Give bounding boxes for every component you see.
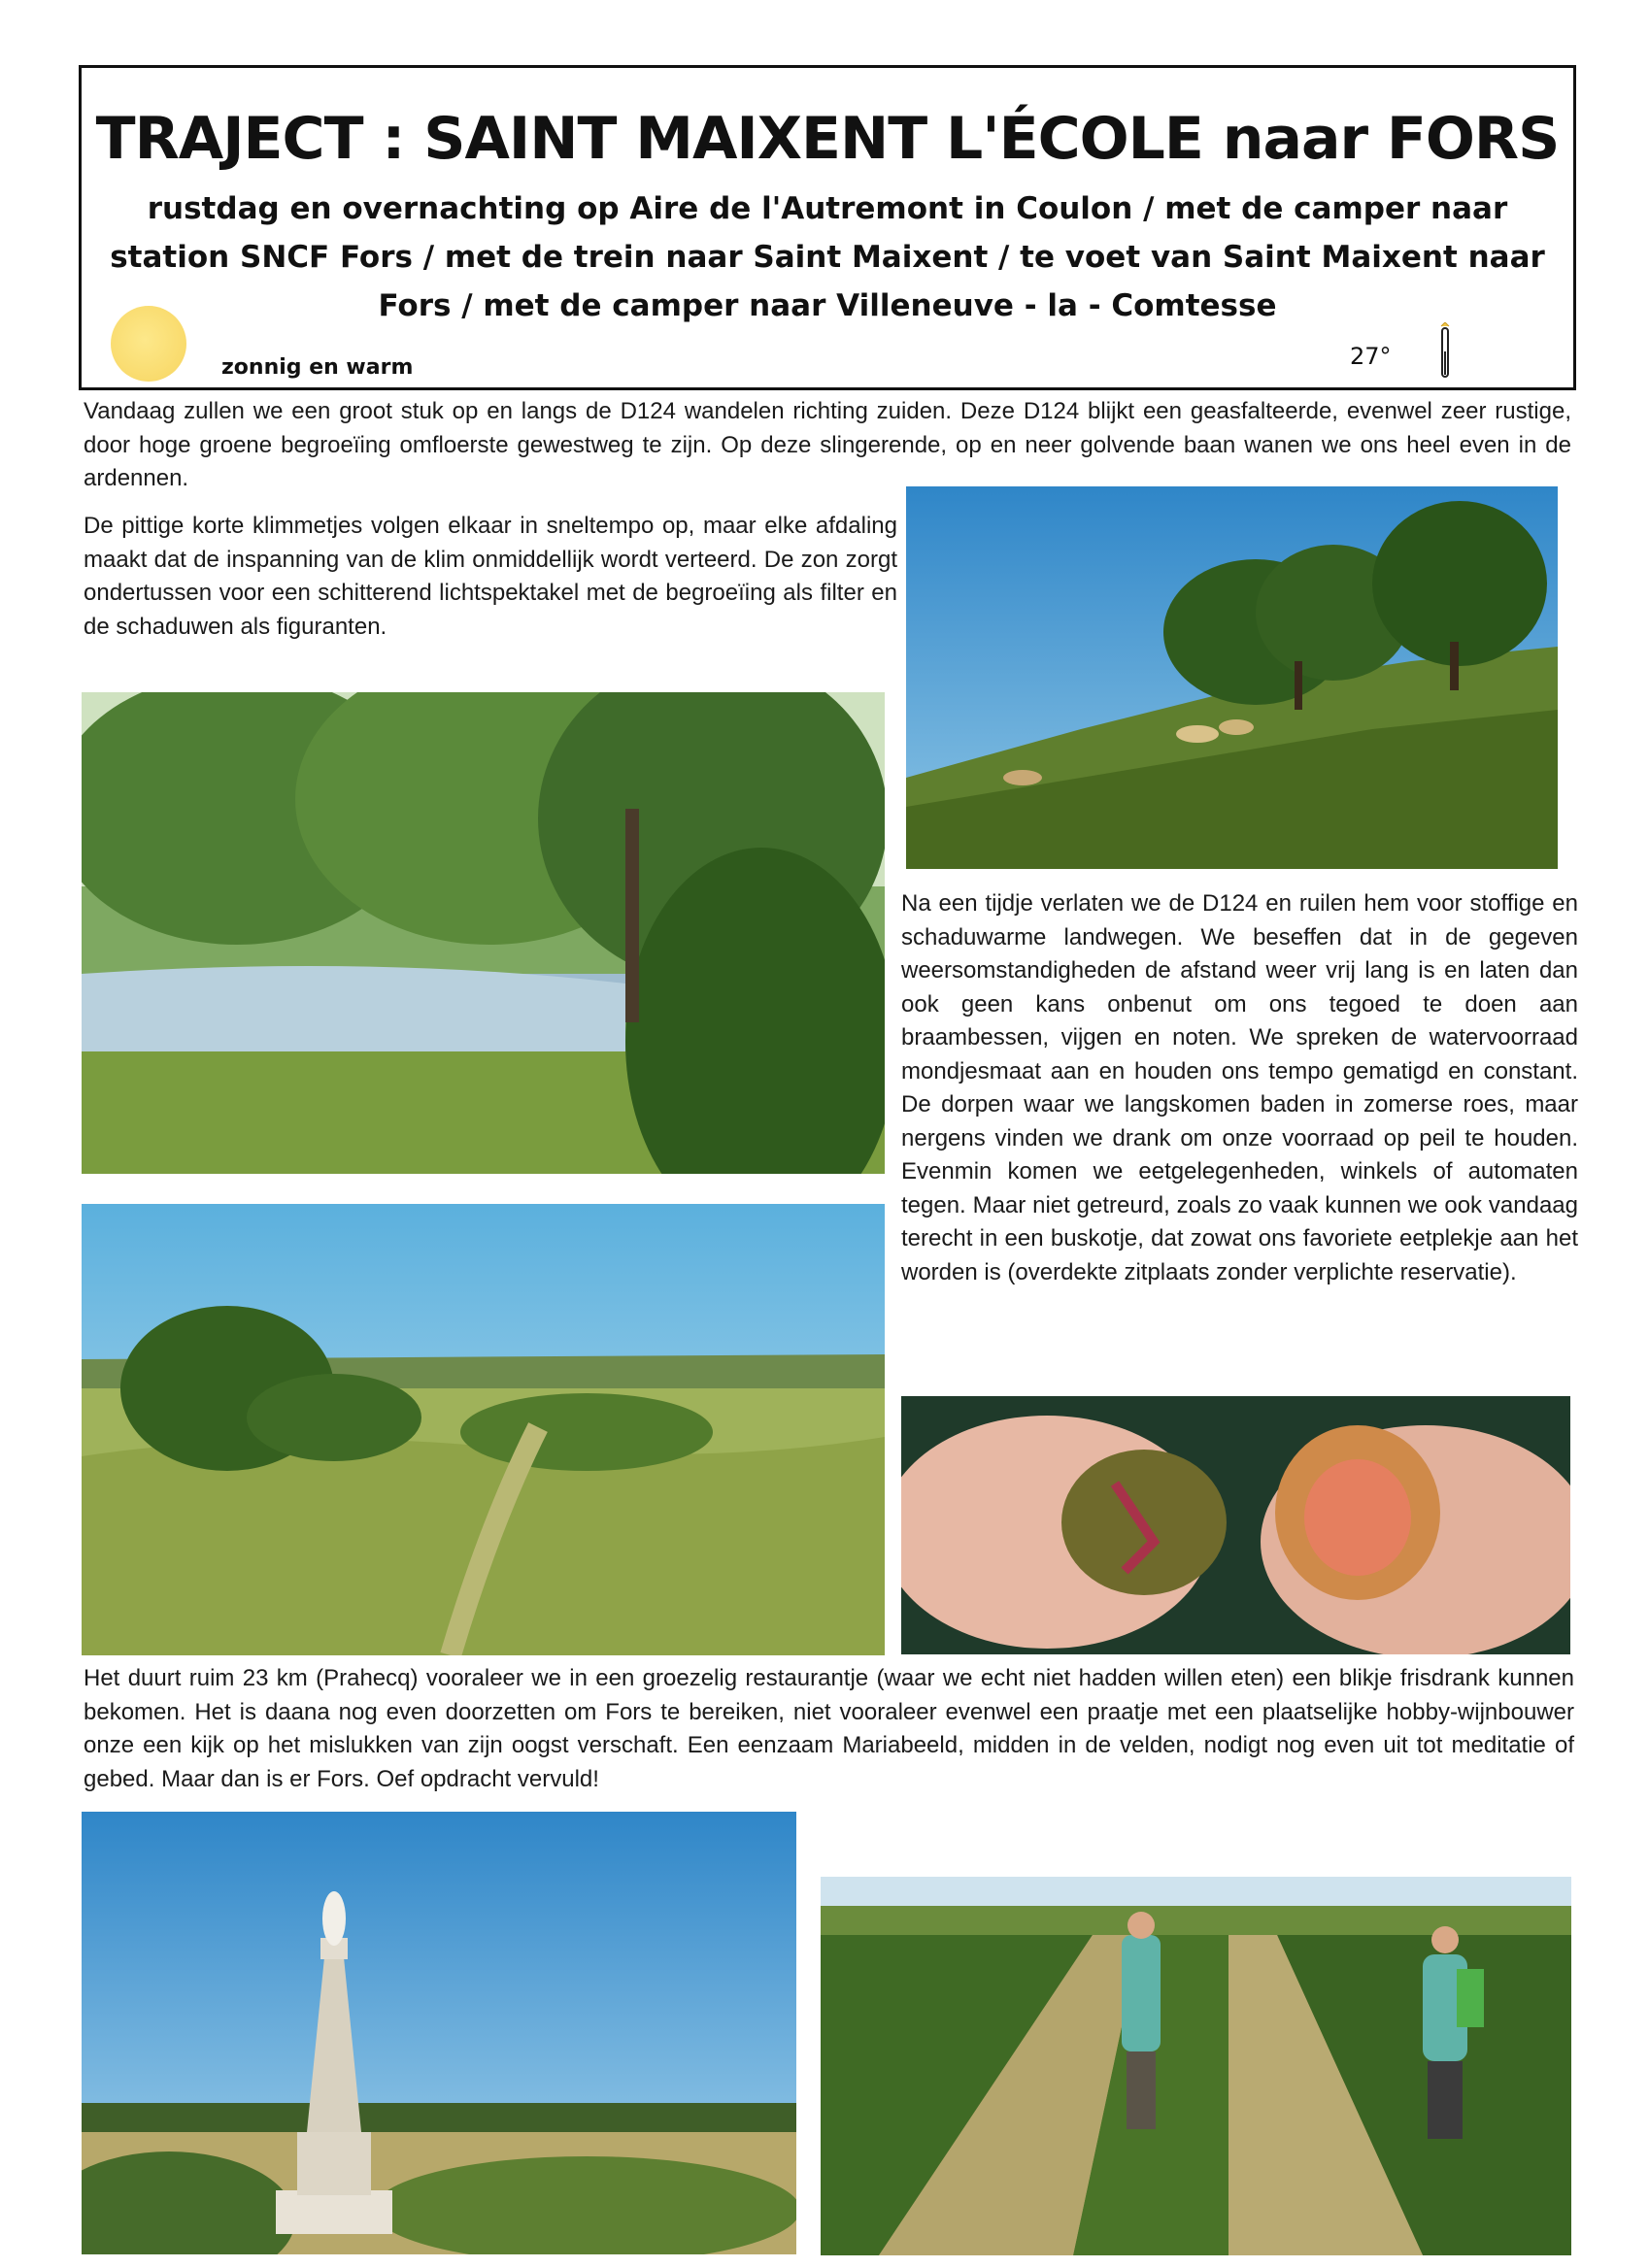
thermometer-icon	[1437, 322, 1453, 384]
photo-vineyard-men	[821, 1877, 1571, 2255]
paragraph-intro: Vandaag zullen we een groot stuk op en langs de D124 wandelen richting zuiden. Deze D124 blijkt een geasfalteerde, evenwel zeer rustige, door hoge groene begroeïing omfloerste gewestweg te zijn. Op deze slingerende, op en neer golvende baan wanen we ons heel even in de ardennen.	[84, 398, 1571, 491]
photo-pond-trees	[82, 692, 885, 1174]
page-title: TRAJECT : SAINT MAIXENT L'ÉCOLE naar FORS	[95, 105, 1560, 173]
photo-open-field	[82, 1204, 885, 1655]
sun-icon	[111, 306, 186, 382]
page-subtitle: rustdag en overnachting op Aire de l'Autremont in Coulon / met de camper naar station SNCF Fors / met de trein naar Saint Maixent / te voet van Saint Maixent naar Fors / met de camper naar Villeneuve - la - Comtesse	[110, 191, 1545, 323]
paragraph-climbs: De pittige korte klimmetjes volgen elkaar in sneltempo op, maar elke afdaling maakt dat de inspanning van de klim onmiddellijk wordt verteerd. De zon zorgt ondertussen voor een schitterend lichtspektakel met de begroeïing als filter en de schaduwen als figuranten.	[84, 513, 897, 640]
paragraph-prahecq: Het duurt ruim 23 km (Prahecq) vooraleer we in een groezelig restaurantje (waar we echt niet hadden willen eten) een blikje frisdrank kunnen bekomen. Het is daana nog even doorzetten om Fors te bereiken, niet vooraleer evenwel een praatje met een plaatselijke hobby-wijnbouwer onze een kijk op het mislukken van zijn oogst verschaft. Een eenzaam Mariabeeld, midden in de velden, nodigt nog even uit tot meditatie of gebed. Maar dan is er Fors. Oef opdracht vervuld!	[84, 1665, 1574, 1792]
photo-trees-hill	[906, 486, 1558, 869]
weather-label: zonnig en warm	[221, 355, 414, 380]
temperature-value: 27°	[1350, 343, 1392, 370]
paragraph-landwegen: Na een tijdje verlaten we de D124 en ruilen hem voor stoffige en schaduwarme landwegen. We beseffen dat in de gegeven weersomstandigheden de afstand weer vrij lang is en laten dan ook geen kans onbenut om ons tegoed te doen aan braambessen, vijgen en noten. We spreken de watervoorraad mondjesmaat aan en houden ons tempo gematigd en constant. De dorpen waar we langskomen baden in zomerse roes, maar nergens vinden we drank om onze voorraad op peil te houden. Evenmin komen we eetgelegenheden, winkels of automaten tegen. Maar niet getreurd, zoals zo vaak kunnen we ook vandaag terecht in een buskotje, dat zowat ons favoriete eetplekje aan het worden is (overdekte zitplaats zonder verplichte reservatie).	[901, 890, 1578, 1285]
photo-figs-in-hands	[901, 1396, 1570, 1654]
header-box	[79, 65, 1576, 390]
photo-mary-statue	[82, 1812, 796, 2254]
